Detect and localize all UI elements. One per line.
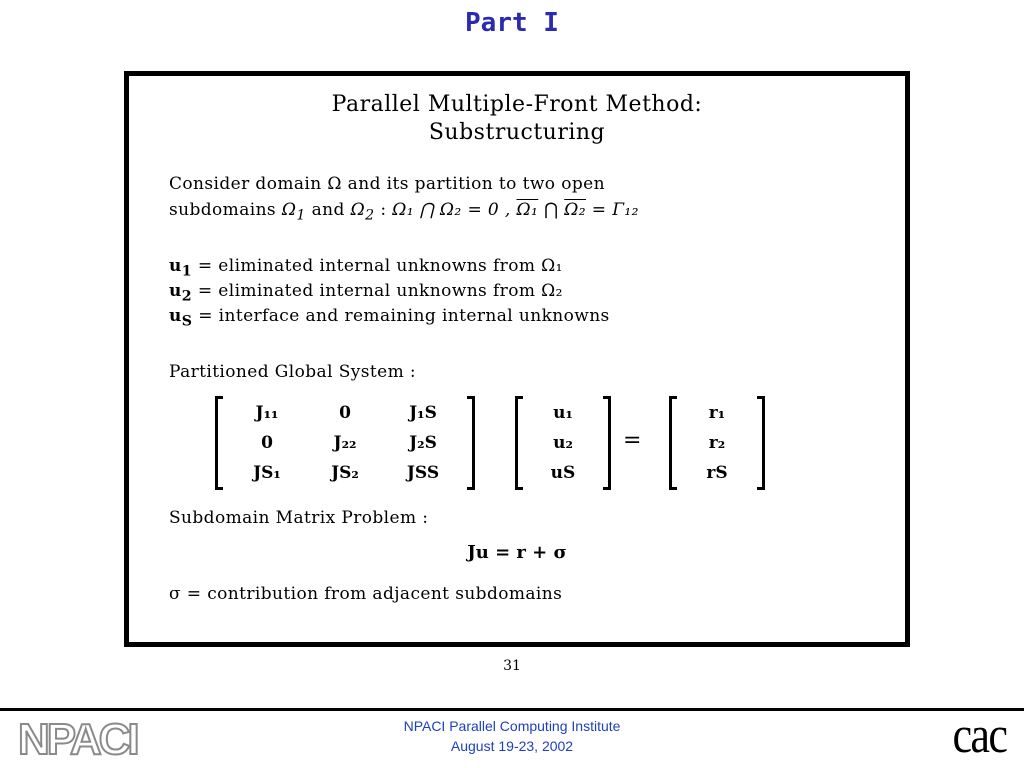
cac-logo: cac xyxy=(952,707,1006,764)
intro-subdomains-word: subdomains xyxy=(169,200,277,220)
vector-cell: u₂ xyxy=(553,433,573,453)
subdomain-problem-label: Subdomain Matrix Problem : xyxy=(169,508,429,528)
matrix-cell: 0 xyxy=(261,433,273,453)
page-number: 31 xyxy=(503,658,521,674)
footer-date: August 19-23, 2002 xyxy=(450,738,574,754)
vector-cell: rS xyxy=(706,463,728,483)
closure-omega1: Ω₁ xyxy=(516,200,539,220)
slide-content xyxy=(124,71,910,647)
intro-line2 xyxy=(169,200,639,223)
footer-divider xyxy=(0,708,1024,711)
intro-colon: : xyxy=(380,200,387,220)
partitioned-system-label: Partitioned Global System : xyxy=(169,362,417,382)
disjoint-condition: Ω₁ ⋂ Ω₂ = 0 , xyxy=(392,200,511,220)
footer-text xyxy=(0,716,1024,756)
vector-cell: r₂ xyxy=(708,433,726,453)
us-definition: $u_S$ = interface and remaining internal unknowns xyxy=(169,306,610,330)
closure-omega2: Ω₂ xyxy=(564,200,586,220)
matrix-cell: J₁₁ xyxy=(255,403,279,423)
intersection-symbol: ⋂ xyxy=(544,200,559,220)
vector-cell: u₁ xyxy=(553,403,573,423)
matrix-cell: J₂₂ xyxy=(333,433,357,453)
u2-definition: $u_2$ = eliminated internal unknowns from Ω₂ xyxy=(169,281,563,305)
residual-vector xyxy=(669,398,765,488)
slide-heading-line1: Parallel Multiple-Front Method: xyxy=(331,92,703,117)
unknowns-vector xyxy=(515,398,611,488)
matrix-cell: JS₂ xyxy=(331,463,359,483)
intro-line1: Consider domain Ω and its partition to two open xyxy=(169,174,605,194)
jacobian-matrix xyxy=(215,398,475,488)
matrix-cell: J₂S xyxy=(409,433,437,453)
matrix-cell: JSS xyxy=(406,463,440,483)
page-title: Part I xyxy=(465,8,559,38)
matrix-cell: J₁S xyxy=(409,403,437,423)
npaci-logo-text: NPACI xyxy=(18,715,137,762)
u1-definition: $u_1$ = eliminated internal unknowns from Ω₁ xyxy=(169,256,563,280)
equals-sign: = xyxy=(623,428,642,453)
sigma-definition: σ = contribution from adjacent subdomains xyxy=(169,584,563,604)
vector-cell: uS xyxy=(550,463,576,483)
intro-and-word: and xyxy=(311,200,345,220)
interface-gamma: = Γ₁₂ xyxy=(591,200,639,220)
omega1-symbol: $\Omega_1$ xyxy=(281,200,306,224)
subdomain-equation: Ju = r + σ xyxy=(467,542,567,563)
slide-heading-line2: Substructuring xyxy=(428,120,606,145)
vector-cell: r₁ xyxy=(708,403,726,423)
footer-institute: NPACI Parallel Computing Institute xyxy=(403,718,621,734)
matrix-cell: JS₁ xyxy=(253,463,281,483)
omega2-symbol: $\Omega_2$ xyxy=(350,200,375,224)
matrix-cell: 0 xyxy=(339,403,351,423)
